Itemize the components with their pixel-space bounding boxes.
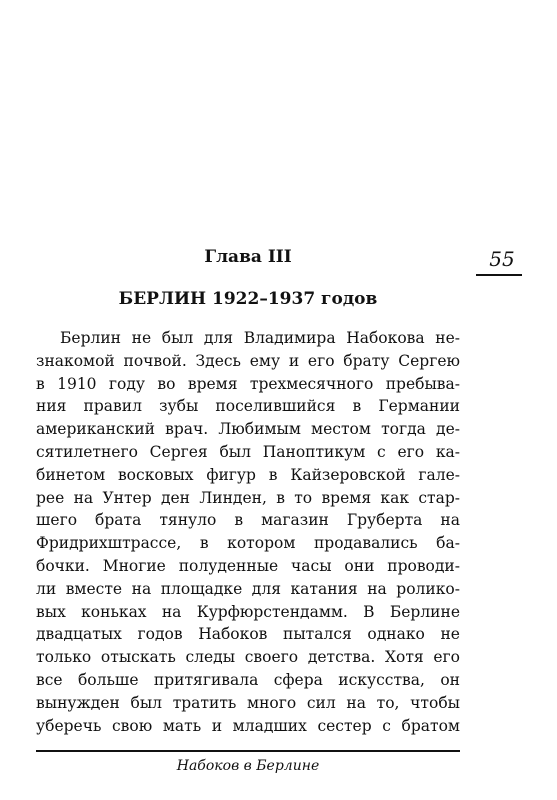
- running-footer: Набоков в Берлине: [176, 758, 320, 774]
- footer-divider: [36, 750, 460, 752]
- text-line: только отыскать следы своего детства. Хотя его: [36, 648, 460, 667]
- text-line: ния правил зубы поселившийся в Германии: [36, 397, 460, 416]
- text-line: американский врач. Любимым местом тогда де-: [36, 420, 460, 439]
- page-number-underline: [476, 274, 522, 276]
- text-line: уберечь свою мать и младших сестер с братом: [36, 716, 460, 735]
- text-line: рее на Унтер ден Линден, в то время как стар-: [36, 488, 460, 507]
- text-line: в 1910 году во время трехмесячного пребыва-: [36, 374, 460, 393]
- text-line: бинетом восковых фигур в Кайзеровской гале-: [36, 465, 460, 484]
- text-line: бочки. Многие полуденные часы они проводи-: [36, 556, 460, 575]
- body-text: [36, 327, 460, 737]
- chapter-heading: Глава III: [204, 247, 292, 267]
- text-line: шего брата тянуло в магазин Груберта на: [36, 511, 460, 530]
- text-line: знакомой почвой. Здесь ему и его брату Сергею: [36, 351, 460, 370]
- text-line: вынужден был тратить много сил на то, чтобы: [36, 693, 460, 712]
- text-line: ли вместе на площадке для катания на ролико-: [36, 579, 460, 598]
- section-title: БЕРЛИН 1922–1937 годов: [118, 289, 378, 309]
- text-line: двадцатых годов Набоков пытался однако не: [36, 625, 460, 644]
- page-number: 55: [489, 247, 515, 271]
- text-line: вых коньках на Курфюрстендамм. В Берлине: [36, 602, 460, 621]
- text-line: все больше притягивала сфера искусства, он: [36, 670, 460, 689]
- text-line: Фридрихштрассе, в котором продавались ба-: [36, 534, 460, 553]
- text-line: Берлин не был для Владимира Набокова не-: [60, 329, 460, 347]
- text-line: сятилетнего Сергея был Паноптикум с его ка-: [36, 442, 460, 461]
